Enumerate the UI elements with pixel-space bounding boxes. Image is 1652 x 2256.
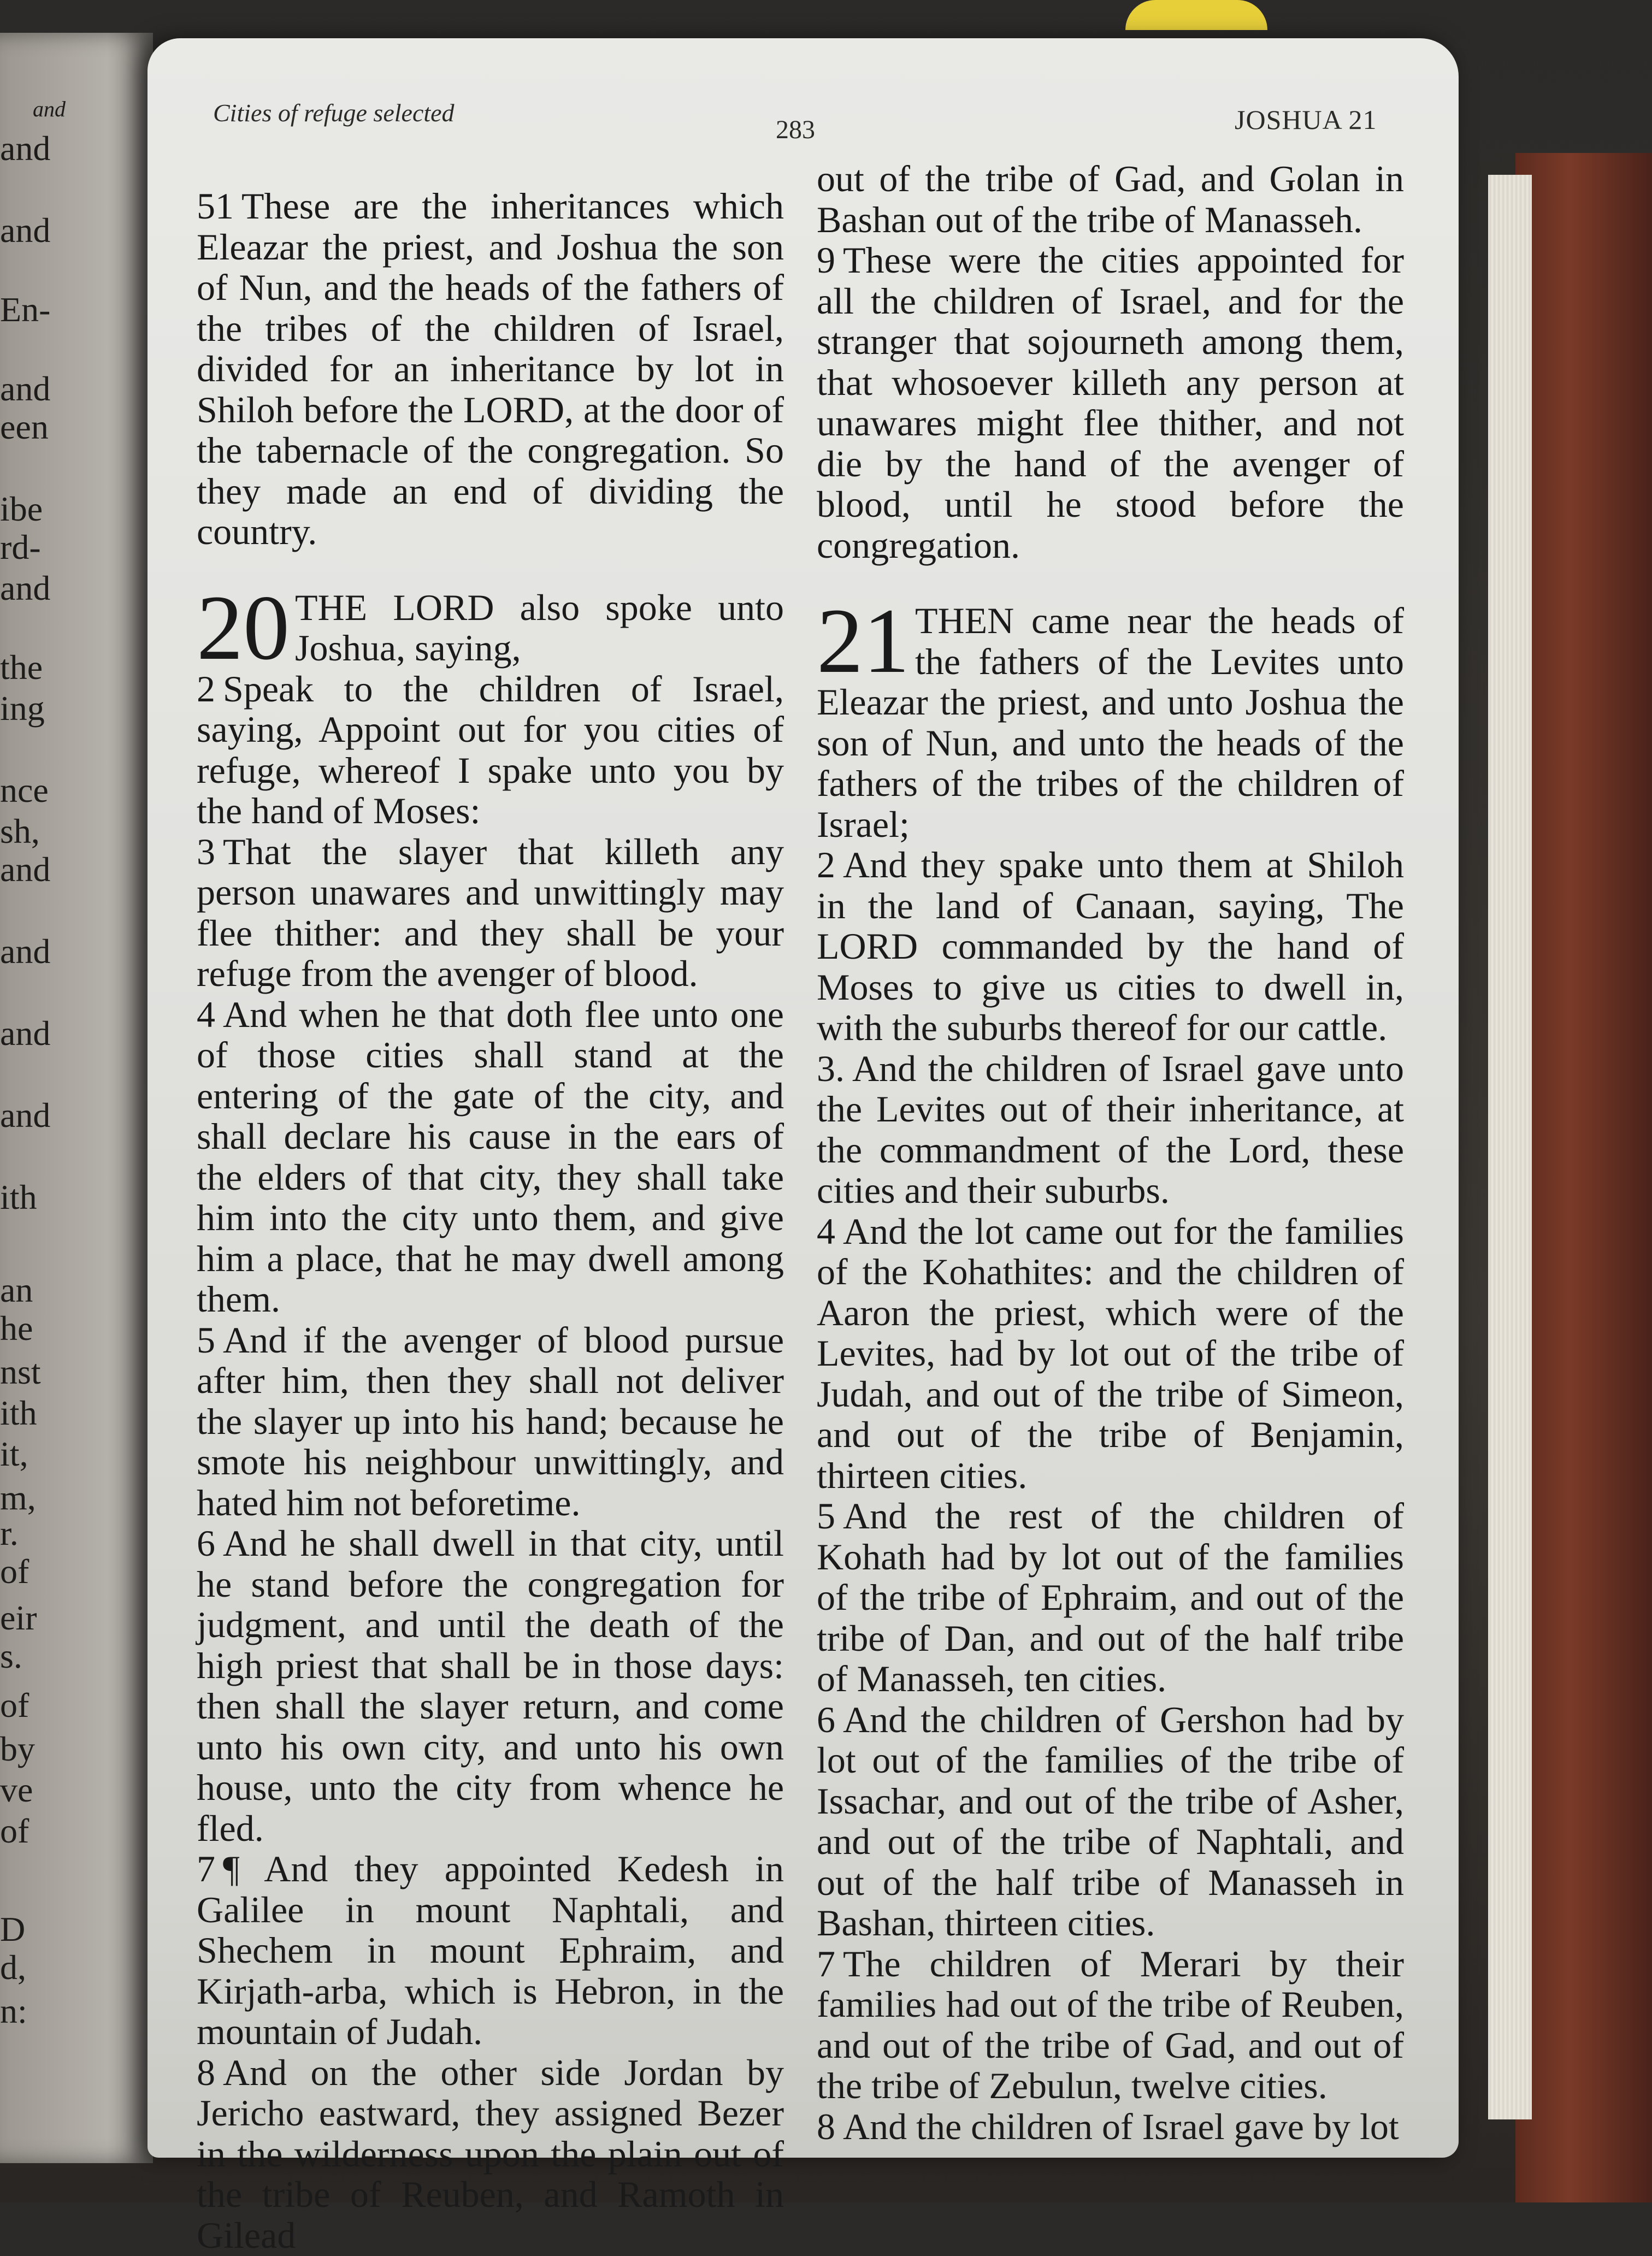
left-fragment: ibe	[0, 489, 43, 528]
verse-text: And the children of Israel gave by lot	[843, 2105, 1399, 2147]
verse-number: 8	[197, 2051, 215, 2093]
verse-text: The children of Merari by their families had out of the tribe of Reuben, and out of the tribe of Gad, and out of the tribe of Zebulun, twelve cities.	[817, 1942, 1404, 2106]
verse-number: 5	[817, 1495, 835, 1537]
left-fragment: r.	[0, 1514, 19, 1552]
verse-number: 4	[197, 993, 215, 1035]
left-fragment: it,	[0, 1434, 28, 1473]
verse	[817, 1944, 1404, 2106]
left-fragment: and	[0, 1096, 51, 1135]
chapter-number: 21	[817, 600, 910, 692]
verse-9	[817, 240, 1404, 565]
left-fragment: D	[0, 1910, 26, 1948]
page-number: 283	[776, 115, 815, 144]
verse	[817, 1496, 1404, 1699]
chapter-21	[817, 600, 1404, 844]
bible-page	[148, 38, 1459, 2256]
left-fragment: rd-	[0, 528, 41, 566]
verse-number: 7	[197, 1848, 215, 1889]
verse-text: That the slayer that killeth any person unawares and unwittingly may flee thither: and they shall be your refuge from the avenger of blood.	[197, 830, 784, 994]
left-fragment: En-	[0, 290, 51, 329]
left-fragment: ith	[0, 1178, 37, 1216]
left-fragment: an	[0, 1271, 33, 1309]
section-title: Cities of refuge selected	[213, 99, 455, 127]
chapter-number: 20	[197, 587, 290, 669]
verse-number: 2	[817, 844, 835, 885]
verse-number: 3	[197, 830, 215, 872]
verse-number: 8	[817, 2105, 835, 2147]
left-fragment: and	[0, 932, 51, 971]
left-fragment: sh,	[0, 812, 40, 851]
left-fragment: m,	[0, 1478, 36, 1517]
left-fragment: een	[0, 408, 49, 446]
left-column	[197, 186, 784, 2255]
left-fragment: ve	[0, 1770, 33, 1809]
verse-number: 9	[817, 239, 835, 281]
verse-number: 3.	[817, 1047, 845, 1089]
verse-text: And on the other side Jordan by Jericho eastward, they assigned Bezer in the wilderness upon the plain out of the tribe of Reuben, and Ramoth in Gilead	[197, 2051, 784, 2256]
verse-number: 51	[197, 185, 234, 227]
verse-number: 6	[817, 1698, 835, 1740]
chapter-20	[197, 587, 784, 669]
verse-continuation: out of the tribe of Gad, and Golan in Bashan out of the tribe of Manasseh.	[817, 158, 1404, 240]
left-fragment: and	[33, 97, 66, 121]
verse-number: 5	[197, 1319, 215, 1361]
left-fragment: ing	[0, 689, 45, 728]
left-fragment: d,	[0, 1948, 26, 1987]
verse	[817, 1048, 1404, 1211]
verse	[817, 1211, 1404, 1496]
verse-text: And the rest of the children of Kohath had by lot out of the families of the tribe of Ephraim, and out of the tribe of Dan, and out of the half tribe of Manasseh, ten cities.	[817, 1495, 1404, 1699]
verse-text: And when he that doth flee unto one of those cities shall stand at the entering of the gate of the city, and shall declare his cause in the ears of the elders of that city, they shall take him into the city unto them, and give him a place, that he may dwell among them.	[197, 993, 784, 1320]
left-fragment: ith	[0, 1393, 37, 1432]
verse-text: And the children of Gershon had by lot out of the families of the tribe of Issachar, and out of the tribe of Asher, and out of the tribe of Naphtali, and out of the half tribe of Manasseh in Bashan, thirteen cities.	[817, 1698, 1404, 1944]
verse-number: 6	[197, 1522, 215, 1564]
left-fragment: of	[0, 1686, 30, 1725]
left-page	[0, 33, 153, 2163]
verse-text: And if the avenger of blood pursue after him, then they shall not deliver the slayer up into his hand; because he smote his neighbour unwittingly, and hated him not beforetime.	[197, 1319, 784, 1523]
left-fragment: of	[0, 1811, 30, 1850]
leather-cover	[1515, 153, 1652, 2202]
verse-number: 4	[817, 1210, 835, 1252]
left-fragment: of	[0, 1552, 30, 1591]
verse	[197, 1320, 784, 1523]
left-fragment: and	[0, 569, 51, 607]
verse-text: ¶ And they appointed Kedesh in Galilee in mount Naphtali, and Shechem in mount Ephraim, and Kirjath-arba, which is Hebron, in the mountain of Judah.	[197, 1848, 784, 2052]
left-fragment: nce	[0, 771, 49, 810]
verse-number: 2	[197, 668, 215, 710]
left-fragment: s.	[0, 1637, 22, 1675]
left-fragment: and	[0, 211, 51, 250]
verse-text: These are the inheritances which Eleazar the priest, and Joshua the son of Nun, and the heads of the fathers of the tribes of the children of Israel, divided for an inheritance by lot in Shiloh before the LORD, at the door of the tabernacle of the congregation. So they made an end of dividing the country.	[197, 185, 784, 552]
left-fragment: and	[0, 850, 51, 889]
verse	[197, 831, 784, 994]
verse	[817, 2106, 1404, 2147]
page-edges	[1488, 175, 1532, 2119]
verse	[197, 994, 784, 1320]
right-column	[817, 158, 1404, 2147]
verse	[197, 2052, 784, 2256]
left-fragment: and	[0, 1014, 51, 1053]
left-fragment: and	[0, 129, 51, 168]
left-fragment: he	[0, 1309, 33, 1348]
verse-text: And they spake unto them at Shiloh in the land of Canaan, saying, The LORD commanded by the hand of Moses to give us cities to dwell in, with the suburbs thereof for our cattle.	[817, 844, 1404, 1048]
running-head: JOSHUA 21	[1235, 104, 1377, 135]
left-fragment: and	[0, 369, 51, 408]
verse	[197, 1848, 784, 2052]
left-fragment: by	[0, 1729, 35, 1768]
left-fragment: nst	[0, 1353, 41, 1391]
ribbon-bookmark	[1125, 0, 1267, 30]
verse-text: And he shall dwell in that city, until he stand before the congregation for judgment, and until the death of the high priest that shall be in those days: then shall the slayer return, and come unto his own city, and unto his own house, unto the city from whence he fled.	[197, 1522, 784, 1849]
left-fragment: the	[0, 648, 43, 687]
verse	[817, 1699, 1404, 1944]
chapter-opening-text: THEN came near the heads of the fathers of the Levites unto Eleazar the priest, and unto Joshua the son of Nun, and unto the heads of the fathers of the tribes of the children of Israel;	[817, 600, 1404, 844]
left-fragment: eir	[0, 1598, 37, 1637]
verse-text: And the children of Israel gave unto the Levites out of their inheritance, at the commandment of the Lord, these cities and their suburbs.	[817, 1047, 1404, 1211]
verse-text: Speak to the children of Israel, saying, Appoint out for you cities of refuge, whereof I spake unto you by the hand of Moses:	[197, 668, 784, 831]
verse-51	[197, 186, 784, 552]
verse	[817, 844, 1404, 1048]
verse	[197, 669, 784, 831]
verse-text: These were the cities appointed for all the children of Israel, and for the stranger that sojourneth among them, that whosoever killeth any person at unawares might flee thither, and not die by the hand of the avenger of blood, until he stood before the congregation.	[817, 239, 1404, 566]
verse	[197, 1523, 784, 1848]
verse-number: 7	[817, 1942, 835, 1985]
left-fragment: n:	[0, 1992, 27, 2030]
verse-text: And the lot came out for the families of the Kohathites: and the children of Aaron the priest, which were of the Levites, had by lot out of the tribe of Judah, and out of the tribe of Simeon, and out of the tribe of Benjamin, thirteen cities.	[817, 1210, 1404, 1496]
chapter-opening-text: THE LORD also spoke unto Joshua, saying,	[295, 587, 784, 669]
